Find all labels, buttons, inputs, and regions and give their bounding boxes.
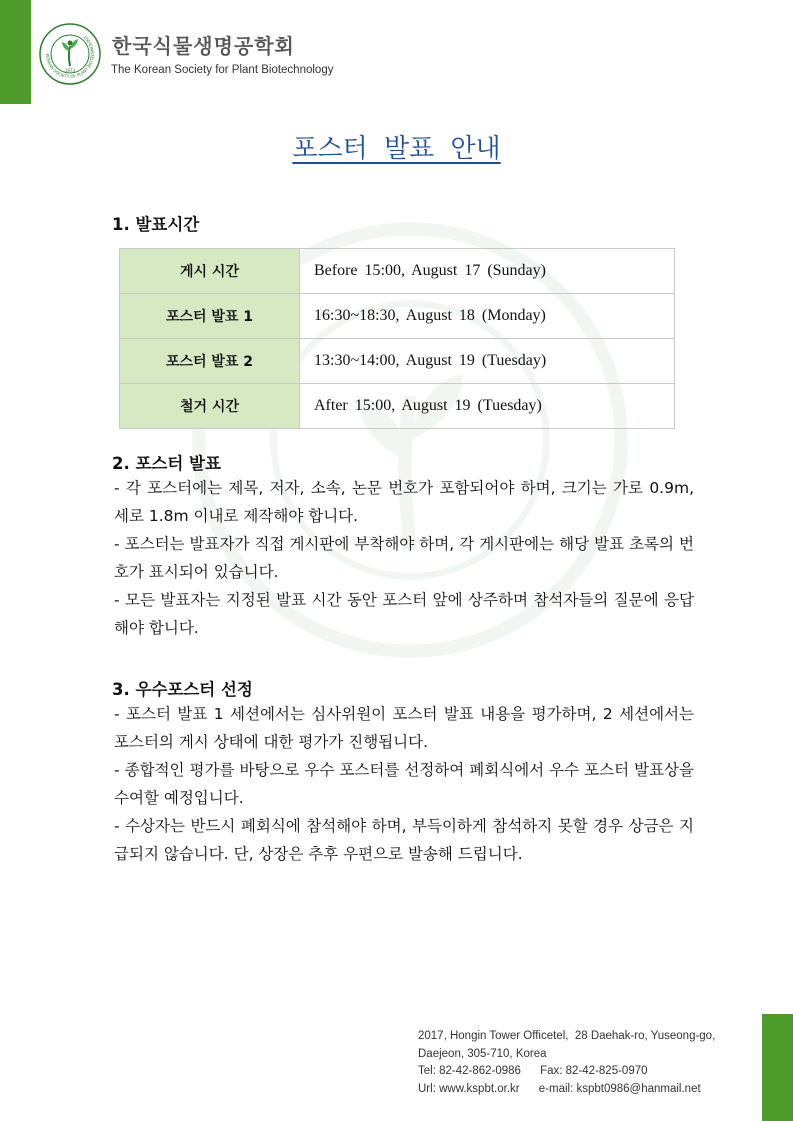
table-row [120,384,675,429]
logo-ring-text: KOREAN SOCIETY OF PLANT BIOTECHNOLOGY [44,34,96,80]
section2-paragraph: - 각 포스터에는 제목, 저자, 소속, 논문 번호가 포함되어야 하며, 크기는 가로 0.9m, 세로 1.8m 이내로 제작해야 합니다. [114,479,694,525]
table-row [120,294,675,339]
top-accent-bar [0,0,31,104]
schedule-label: 게시 시간 [120,249,300,294]
section2-paragraph: - 포스터는 발표자가 직접 게시판에 부착해야 하며, 각 게시판에는 해당 발표 초록의 번호가 표시되어 있습니다. [114,535,694,581]
footer-address-line1: 2017, Hongin Tower Officetel, 28 Daehak-ro, Yuseong-go, [418,1030,716,1042]
footer-phone-fax: Tel: 82-42-862-0986 Fax: 82-42-825-0970 [418,1065,648,1077]
schedule-value: 16:30~18:30, August 18 (Monday) [300,294,675,339]
schedule-label: 포스터 발표 2 [120,339,300,384]
schedule-label: 철거 시간 [120,384,300,429]
logo-year: 1973 [64,68,76,73]
schedule-label: 포스터 발표 1 [120,294,300,339]
footer-url-email: Url: www.kspbt.or.kr e-mail: kspbt0986@hanmail.net [418,1082,701,1095]
section2-paragraph: - 모든 발표자는 지정된 발표 시간 동안 포스터 앞에 상주하며 참석자들의 질문에 응답해야 합니다. [114,591,694,637]
schedule-value: Before 15:00, August 17 (Sunday) [300,249,675,294]
footer-contact [418,1028,715,1098]
section3-paragraph: - 포스터 발표 1 세션에서는 심사위원이 포스터 발표 내용을 평가하며, 2 세션에서는 포스터의 게시 상태에 대한 평가가 진행됩니다. [114,705,694,751]
society-logo-icon [38,22,102,86]
section3-title: 3. 우수포스터 선정 [112,680,253,699]
table-row [120,339,675,384]
section1-title: 1. 발표시간 [112,215,200,234]
section2-title: 2. 포스터 발표 [112,454,221,473]
table-row [120,249,675,294]
section3-body [114,700,694,868]
section2-body [114,474,694,642]
page-title: 포스터 발표 안내 [292,134,501,164]
org-name-english: The Korean Society for Plant Biotechnology [111,64,334,76]
org-name-korean: 한국식물생명공학회 [112,34,295,58]
bottom-accent-bar [762,1014,793,1121]
schedule-value: 13:30~14:00, August 19 (Tuesday) [300,339,675,384]
schedule-value: After 15:00, August 19 (Tuesday) [300,384,675,429]
section3-paragraph: - 수상자는 반드시 폐회식에 참석해야 하며, 부득이하게 참석하지 못할 경우 상금은 지급되지 않습니다. 단, 상장은 추후 우편으로 발송해 드립니다. [114,817,694,863]
schedule-table [119,248,675,429]
footer-address-line2: Daejeon, 305-710, Korea [418,1047,547,1060]
section3-paragraph: - 종합적인 평가를 바탕으로 우수 포스터를 선정하여 폐회식에서 우수 포스터 발표상을 수여할 예정입니다. [114,761,694,807]
